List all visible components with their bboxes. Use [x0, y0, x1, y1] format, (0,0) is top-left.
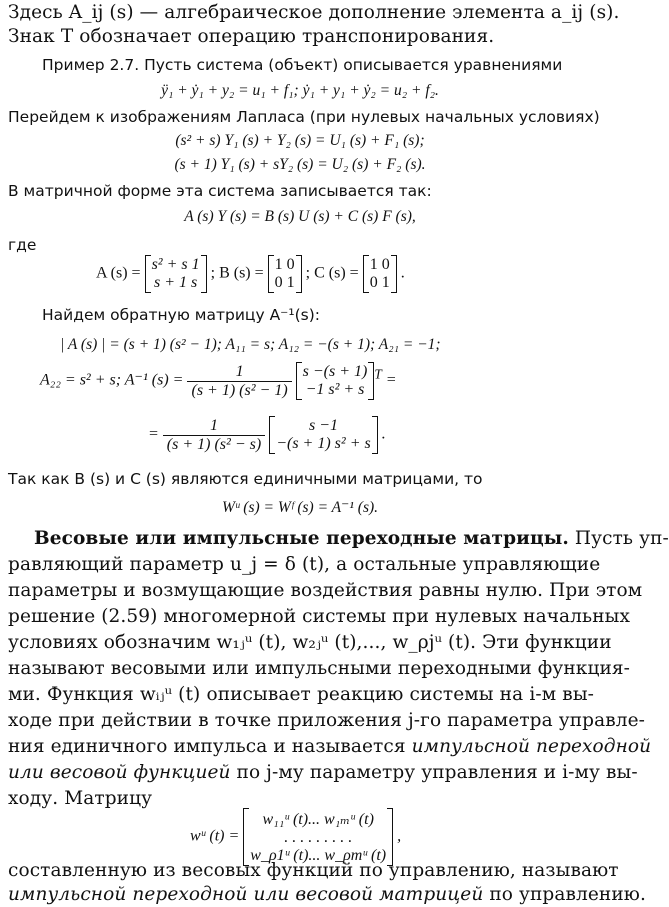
equation-determinant: | A (s) | = (s + 1) (s² − 1); A₁₁ = s; A₁₂ = −(s + 1); A₂₁ = −1; [60, 336, 441, 353]
matrices-abc: A (s) = s² + s 1 s + 1 s ; B (s) = 1 0 0 1 ; C (s) = 1 0 0 1 . [96, 256, 405, 291]
inverse-fraction [187, 363, 291, 400]
inverse-denominator: (s + 1) (s² − 1) [187, 381, 291, 400]
matrix-a [145, 255, 207, 293]
weight-matrix-lhs: wᵘ (t) = [190, 827, 240, 845]
inverse-matrix-2-row-2: −(s + 1) s² + s [276, 435, 371, 452]
equals-sign: = [385, 371, 397, 389]
inverse-matrix-row-1: s −(s + 1) [302, 363, 368, 380]
equals-sign-2: = [148, 425, 159, 443]
example-heading: Пример 2.7. Пусть система (объект) описывается уравнениями [42, 56, 563, 74]
section-title: Весовые или импульсные переходные матрицы. [34, 528, 569, 549]
para-line-12: составленную из весовых функций по управлению, называют [8, 860, 619, 881]
para-line-4: решение (2.59) многомерной системы при нулевых начальных [8, 606, 630, 627]
weight-matrix-row-2: . . . . . . . . . [284, 829, 353, 846]
weight-matrix-row-1: w₁₁ᵘ (t)... w₁ₘᵘ (t) [262, 811, 374, 828]
text-unit-matrices: Так как B (s) и C (s) являются единичными матрицами, то [8, 470, 483, 488]
inverse-numerator-2: 1 [209, 416, 218, 434]
matrix-c [363, 255, 397, 293]
matrix-b [268, 255, 302, 293]
matrix-b-row-1: 1 0 [274, 256, 295, 273]
equation-laplace-2: (s + 1) Y₁ (s) + sY₂ (s) = U₂ (s) + F₂ (s). [174, 156, 426, 173]
inverse-lhs: A₂₂ = s² + s; A⁻¹ (s) = [40, 371, 184, 389]
inverse-matrix [296, 362, 375, 400]
text-inverse-matrix: Найдем обратную матрицу A⁻¹(s): [42, 306, 320, 324]
weight-matrix: wᵘ (t) = w₁₁ᵘ (t)... w₁ₘᵘ (t) . . . . . . . . . w_ρ1ᵘ (t)... w_ρmᵘ (t) , [190, 808, 401, 866]
equation-transfer: Wᵘ (s) = Wᶠ (s) = A⁻¹ (s). [221, 499, 379, 516]
text-laplace: Перейдем к изображениям Лапласа (при нулевых начальных условиях) [8, 108, 600, 126]
weight-matrix-body [243, 808, 393, 866]
matrix-c-row-2: 0 1 [369, 274, 390, 291]
equation-differential: ÿ₁ + ẏ₁ + y₂ = u₁ + f₁; ẏ₁ + y₁ + ẏ₂ = u₂ + f₂. [161, 82, 439, 99]
inverse-matrix-2-row-1: s −1 [308, 417, 338, 434]
matrix-c-label: ; C (s) = [305, 264, 359, 282]
inverse-numerator: 1 [235, 362, 244, 380]
text-line-1: Здесь A_ij (s) — алгебраическое дополнение элемента a_ij (s). [8, 2, 620, 23]
inverse-matrix-row-2: −1 s² + s [305, 381, 365, 398]
inverse-matrix-2 [269, 416, 378, 454]
inverse-fraction-2 [163, 417, 265, 454]
matrix-a-row-1: s² + s 1 [151, 256, 200, 273]
equation-laplace-1: (s² + s) Y₁ (s) + Y₂ (s) = U₁ (s) + F₁ (s); [175, 132, 425, 149]
para-line-3: параметры и возмущающие воздействия равны нулю. При этом [8, 580, 643, 601]
inverse-denominator-2: (s + 1) (s² − s) [163, 435, 265, 454]
matrix-c-row-1: 1 0 [369, 256, 390, 273]
para-line-6: называют весовыми или импульсными переходными функция- [8, 658, 631, 679]
para-line-11: ходу. Матрицу [8, 788, 153, 809]
para-line-13: импульсной переходной или весовой матрицей по управлению. [8, 884, 646, 905]
para-line-8: ходе при действии в точке приложения j-го параметра управле- [8, 710, 645, 731]
transpose-mark: T [374, 366, 382, 382]
para-line-7: ми. Функция wᵢⱼᵘ (t) описывает реакцию системы на i-м вы- [8, 684, 594, 705]
equation-inverse-1 [40, 362, 397, 400]
weight-matrix-row-3: w_ρ1ᵘ (t)... w_ρmᵘ (t) [250, 847, 387, 864]
para-line-10: или весовой функцией по j-му параметру управления и i-му вы- [8, 762, 638, 783]
text-line-2: Знак T обозначает операцию транспонирования. [8, 26, 495, 47]
matrix-b-label: ; B (s) = [210, 264, 264, 282]
matrix-b-row-2: 0 1 [274, 274, 295, 291]
text-where: где [8, 236, 37, 254]
text-matrix-form: В матричной форме эта система записывается так: [8, 182, 432, 200]
matrix-a-label: A (s) = [96, 264, 141, 282]
equation-matrix-form: A (s) Y (s) = B (s) U (s) + C (s) F (s), [184, 208, 416, 225]
para-line-5: условиях обозначим w₁ⱼᵘ (t), w₂ⱼᵘ (t),..., w_ρjᵘ (t). Эти функции [8, 632, 612, 653]
matrix-a-row-2: s + 1 s [153, 274, 198, 291]
section-heading: Весовые или импульсные переходные матрицы. Пусть уп- [34, 528, 669, 549]
para-line-2: равляющий параметр u_j = δ (t), а остальные управляющие [8, 554, 601, 575]
equation-inverse-2: = $\frac{1}{\text{(s + 1) (s² − s)}}$ s −1 −(s + 1) s² + s . [148, 416, 386, 453]
para-line-9: ния единичного импульса и называется импульсной переходной [8, 736, 652, 757]
